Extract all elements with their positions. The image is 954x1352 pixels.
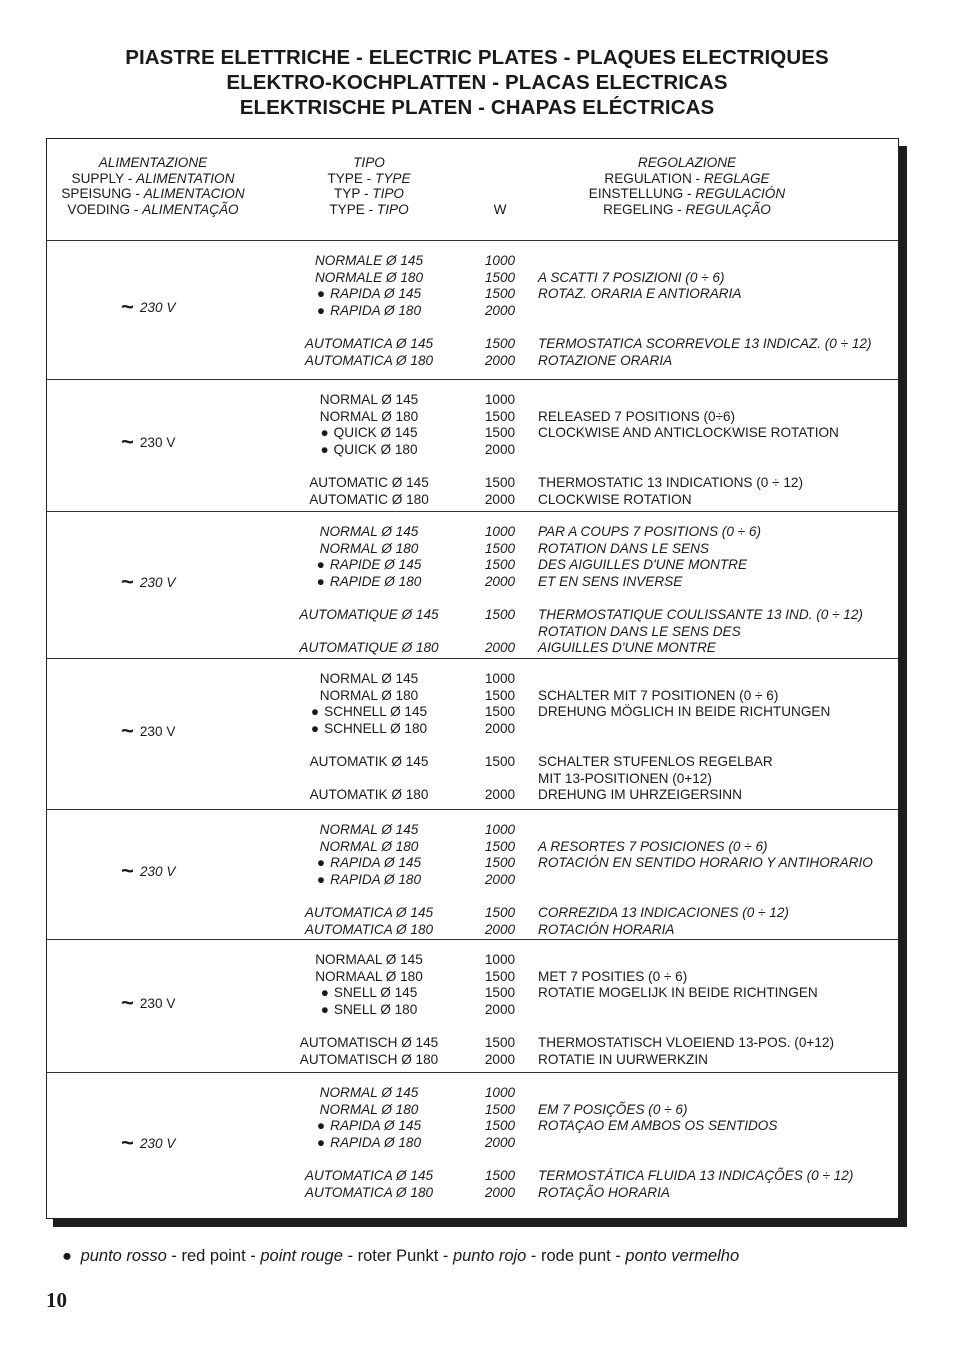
red-dot-icon: ● <box>316 573 325 589</box>
power-watts: 2000 <box>484 871 516 887</box>
plate-type <box>269 1035 469 1051</box>
power-watts: 1500 <box>484 269 516 285</box>
regulation-text: ET EN SENS INVERSE <box>538 573 683 589</box>
plate-type-label: AUTOMATIQUE Ø 145 <box>299 607 439 622</box>
regulation-text: ROTATIE MOGELIJK IN BEIDE RICHTINGEN <box>538 985 818 1001</box>
plate-type-label: AUTOMATIC Ø 145 <box>309 475 429 490</box>
plate-type-label: RAPIDA Ø 180 <box>330 302 422 318</box>
header-regulation-translation: REGULAÇÃO <box>685 201 771 217</box>
regulation-text: TERMOSTATICA SCORREVOLE 13 INDICAZ. (0 ÷ 12) <box>538 336 872 351</box>
plate-type-label: RAPIDA Ø 145 <box>330 286 422 302</box>
power-watts: 1000 <box>484 671 516 686</box>
legend-text <box>81 1247 740 1265</box>
supply-voltage-value: 230 V <box>139 435 176 450</box>
legend-part: punto rosso <box>80 1247 167 1265</box>
red-dot-icon: ● <box>310 720 320 736</box>
power-watts: 2000 <box>484 352 516 368</box>
supply-voltage <box>121 858 176 883</box>
power-watts: 1500 <box>484 1118 516 1134</box>
regulation-text: THERMOSTATIC 13 INDICATIONS (0 ÷ 12) <box>538 475 804 490</box>
plate-type <box>269 640 469 656</box>
supply-voltage-value: 230 V <box>139 574 176 590</box>
plate-type-label: SCHNELL Ø 180 <box>324 720 428 736</box>
plate-type <box>269 1102 469 1118</box>
ac-tilde-icon: ~ <box>121 568 134 594</box>
plate-type-label: QUICK Ø 145 <box>333 425 418 441</box>
header-type-label: TYPE - <box>327 170 376 186</box>
plate-type-label: NORMAL Ø 145 <box>319 822 419 837</box>
supply-voltage-value: 230 V <box>139 723 176 739</box>
regulation-text: ROTACIÓN HORARIA <box>538 921 675 937</box>
power-watts: 1500 <box>484 855 516 871</box>
section-de <box>47 659 898 810</box>
power-watts: 1500 <box>484 704 516 720</box>
plate-type <box>269 409 469 425</box>
power-watts: 1000 <box>484 253 516 268</box>
plate-type-label: NORMALE Ø 180 <box>314 269 424 285</box>
header-regulation-label: REGELING - <box>603 201 686 217</box>
plate-type-label: SNELL Ø 145 <box>333 985 418 1001</box>
plate-type <box>269 442 469 458</box>
header-supply-translation: ALIMENTAÇÃO <box>142 201 239 217</box>
power-watts: 2000 <box>484 302 516 318</box>
title-line-1: PIASTRE ELETTRICHE - ELECTRIC PLATES - PLAQUES ELECTRIQUES <box>125 46 829 69</box>
power-watts: 2000 <box>484 491 516 507</box>
plate-type <box>269 704 469 720</box>
header-type-line <box>269 202 469 218</box>
ac-tilde-icon: ~ <box>121 989 134 1015</box>
regulation-text: THERMOSTATIQUE COULISSANTE 13 IND. (0 ÷ 12) <box>538 607 863 622</box>
header-type-line <box>269 155 469 171</box>
plate-type <box>269 524 469 540</box>
plate-type-label: AUTOMATICA Ø 180 <box>304 1184 434 1200</box>
footer-legend <box>62 1247 739 1266</box>
supply-voltage <box>121 717 176 743</box>
ac-tilde-icon: ~ <box>121 293 134 319</box>
header-supply-translation: ALIMENTACION <box>143 186 245 202</box>
red-dot-icon: ● <box>310 704 320 720</box>
red-dot-icon: ● <box>320 441 329 457</box>
power-watts: 1500 <box>484 985 516 1001</box>
power-watts: 1500 <box>484 336 516 351</box>
power-watts: 2000 <box>484 1184 516 1200</box>
header-supply-line <box>47 202 259 218</box>
plate-type-label: AUTOMATIK Ø 180 <box>309 787 429 803</box>
power-watts: 1500 <box>484 475 516 490</box>
power-watts: 1500 <box>484 687 516 703</box>
title-line-3: ELEKTRISCHE PLATEN - CHAPAS ELÉCTRICAS <box>239 96 715 119</box>
ac-tilde-icon: ~ <box>121 1129 134 1155</box>
title-line-2: ELEKTRO-KOCHPLATTEN - PLACAS ELECTRICAS <box>226 71 728 94</box>
power-watts: 1500 <box>484 540 516 556</box>
header-type-label: TIPO <box>353 155 385 170</box>
power-watts: 2000 <box>484 787 516 803</box>
regulation-text: PAR A COUPS 7 POSITIONS (0 ÷ 6) <box>538 524 761 539</box>
header-supply-translation: ALIMENTATION <box>136 170 235 186</box>
power-watts: 1500 <box>484 838 516 854</box>
power-watts: 1500 <box>484 968 516 984</box>
plate-type-label: AUTOMATISCH Ø 145 <box>299 1035 439 1050</box>
specs-table <box>46 138 899 1219</box>
header-type-translation: TYPE <box>375 170 411 186</box>
regulation-text: SCHALTER STUFENLOS REGELBAR <box>538 754 773 769</box>
red-dot-icon: ● <box>316 286 326 302</box>
plate-type-label: RAPIDA Ø 180 <box>330 1134 422 1150</box>
regulation-text: EM 7 POSIÇÕES (0 ÷ 6) <box>538 1101 688 1117</box>
ac-tilde-icon: ~ <box>121 858 134 883</box>
header-regulation-translation: REGULACIÓN <box>695 186 786 202</box>
header-type-translation: TIPO <box>372 186 404 202</box>
power-watts: 1500 <box>484 408 516 424</box>
plate-type <box>269 1085 469 1101</box>
regulation-text: RELEASED 7 POSITIONS (0÷6) <box>538 408 736 424</box>
plate-type-label: RAPIDA Ø 145 <box>330 855 422 871</box>
header-regulation-line <box>527 155 847 171</box>
regulation-text: MIT 13-POSITIONEN (0+12) <box>538 770 712 786</box>
section-pt <box>47 1073 898 1220</box>
power-watts: 1000 <box>484 952 516 967</box>
power-watts: 2000 <box>484 573 516 589</box>
header-watts: W <box>493 201 507 217</box>
plate-type <box>269 303 469 319</box>
regulation-text: ROTAZIONE ORARIA <box>538 352 673 368</box>
regulation-text: ROTAZ. ORARIA E ANTIORARIA <box>538 286 742 302</box>
plate-type <box>269 1002 469 1018</box>
plate-type-label: RAPIDE Ø 180 <box>329 573 422 589</box>
power-watts: 2000 <box>484 1001 516 1017</box>
power-watts: 1500 <box>484 1168 516 1183</box>
plate-type <box>269 787 469 803</box>
ac-tilde-icon: ~ <box>121 717 134 743</box>
legend-part: ponto vermelho <box>625 1247 740 1265</box>
plate-type <box>269 922 469 938</box>
regulation-text: DES AIGUILLES D'UNE MONTRE <box>538 557 748 573</box>
plate-type-label: SCHNELL Ø 145 <box>324 704 428 720</box>
header-regulation-line <box>527 202 847 218</box>
plate-type-label: NORMAL Ø 145 <box>319 671 419 686</box>
plate-type <box>269 1118 469 1134</box>
red-dot-icon: ● <box>320 425 329 441</box>
supply-voltage-value: 230 V <box>139 995 176 1011</box>
regulation-text: ROTATIE IN UURWERKZIN <box>538 1051 708 1067</box>
plate-type <box>269 492 469 508</box>
plate-type <box>269 985 469 1001</box>
power-watts: 2000 <box>484 720 516 736</box>
plate-type-label: AUTOMATICA Ø 145 <box>304 336 434 351</box>
red-dot-icon: ● <box>316 1118 326 1134</box>
header-type-line <box>269 186 469 202</box>
header-regulation-label: EINSTELLUNG - <box>588 186 696 202</box>
plate-type-label: AUTOMATISCH Ø 180 <box>299 1051 439 1067</box>
plate-type-label: NORMALE Ø 145 <box>314 253 424 268</box>
plate-type-label: AUTOMATICA Ø 145 <box>304 1168 434 1183</box>
red-dot-icon: ● <box>320 1001 329 1017</box>
supply-voltage-value: 230 V <box>139 1135 176 1151</box>
regulation-text: ROTATION DANS LE SENS DES <box>538 623 741 639</box>
plate-type <box>269 721 469 737</box>
header-type-label: TYP - <box>333 186 373 202</box>
supply-voltage <box>121 568 176 594</box>
ac-tilde-icon: ~ <box>121 429 134 454</box>
plate-type <box>269 607 469 623</box>
plate-type-label: NORMAL Ø 180 <box>319 838 419 854</box>
legend-part: - red point - <box>166 1247 261 1265</box>
plate-type-label: AUTOMATIC Ø 180 <box>309 491 429 507</box>
regulation-text: SCHALTER MIT 7 POSITIONEN (0 ÷ 6) <box>538 687 779 703</box>
plate-type <box>269 286 469 302</box>
red-dot-icon: ● <box>316 855 326 871</box>
table-header <box>47 139 898 241</box>
plate-type-label: AUTOMATICA Ø 180 <box>304 921 434 937</box>
regulation-text: ROTAÇÃO HORARIA <box>538 1184 670 1200</box>
supply-voltage <box>121 989 176 1015</box>
header-regulation-label: REGULATION - <box>604 170 704 186</box>
plate-type <box>269 754 469 770</box>
red-dot-icon: ● <box>316 1134 326 1150</box>
plate-type <box>269 336 469 352</box>
plate-type <box>269 270 469 286</box>
supply-voltage <box>121 429 176 454</box>
regulation-text: ROTACIÓN EN SENTIDO HORARIO Y ANTIHORARIO <box>538 855 873 871</box>
power-watts: 1500 <box>484 1101 516 1117</box>
supply-voltage-value: 230 V <box>139 299 176 315</box>
plate-type <box>269 574 469 590</box>
header-supply-label: SUPPLY - <box>71 170 137 186</box>
regulation-text: DREHUNG MÖGLICH IN BEIDE RICHTUNGEN <box>538 704 831 720</box>
header-regulation-line <box>527 186 847 202</box>
plate-type <box>269 1135 469 1151</box>
plate-type <box>269 425 469 441</box>
regulation-text: CLOCKWISE AND ANTICLOCKWISE ROTATION <box>538 425 839 441</box>
legend-part: point rouge <box>260 1247 343 1265</box>
section-es <box>47 810 898 940</box>
regulation-text: CLOCKWISE ROTATION <box>538 491 692 507</box>
power-watts: 1500 <box>484 557 516 573</box>
plate-type-label: AUTOMATICA Ø 145 <box>304 905 434 920</box>
section-en <box>47 380 898 512</box>
header-type-line <box>269 171 469 187</box>
power-watts: 2000 <box>484 1134 516 1150</box>
plate-type <box>269 969 469 985</box>
section-it <box>47 241 898 380</box>
page-title <box>0 45 954 120</box>
regulation-text: AIGUILLES D'UNE MONTRE <box>538 640 716 656</box>
plate-type-label: NORMAL Ø 180 <box>319 687 419 703</box>
red-dot-icon: ● <box>62 1247 72 1265</box>
power-watts: 1000 <box>484 822 516 837</box>
plate-type <box>269 1052 469 1068</box>
regulation-text: MET 7 POSITIES (0 ÷ 6) <box>538 968 688 984</box>
plate-type-label: NORMAL Ø 180 <box>319 408 419 424</box>
plate-type-label: RAPIDA Ø 180 <box>330 871 422 887</box>
plate-type <box>269 353 469 369</box>
plate-type-label: NORMAL Ø 145 <box>319 392 419 407</box>
power-watts: 1000 <box>484 392 516 407</box>
plate-type-label: NORMAL Ø 180 <box>319 1101 419 1117</box>
plate-type <box>269 253 469 269</box>
regulation-text: A RESORTES 7 POSICIONES (0 ÷ 6) <box>538 838 768 854</box>
header-supply-label: VOEDING - <box>67 201 143 217</box>
regulation-text: ROTAÇAO EM AMBOS OS SENTIDOS <box>538 1118 778 1134</box>
header-supply-line <box>47 155 259 171</box>
plate-type <box>269 1168 469 1184</box>
header-regulation-translation: REGLAGE <box>703 170 770 186</box>
page-number: 10 <box>46 1288 67 1312</box>
power-watts: 1000 <box>484 524 516 539</box>
plate-type <box>269 392 469 408</box>
supply-voltage <box>121 1129 176 1155</box>
plate-type <box>269 905 469 921</box>
header-supply-line <box>47 171 259 187</box>
plate-type-label: NORMAL Ø 145 <box>319 524 419 539</box>
regulation-text: THERMOSTATISCH VLOEIEND 13-POS. (0+12) <box>538 1035 834 1050</box>
header-regulation-line <box>527 171 847 187</box>
supply-voltage <box>121 293 176 319</box>
red-dot-icon: ● <box>320 985 329 1001</box>
power-watts: 1500 <box>484 754 516 769</box>
power-watts: 2000 <box>484 640 516 656</box>
plate-type-label: NORMAAL Ø 180 <box>315 968 423 984</box>
header-type-label: TYPE - <box>329 201 377 217</box>
plate-type <box>269 822 469 838</box>
header-supply-line <box>47 186 259 202</box>
power-watts: 1000 <box>484 1085 516 1100</box>
header-regulation-label: REGOLAZIONE <box>637 155 737 170</box>
plate-type-label: AUTOMATIK Ø 145 <box>309 754 429 769</box>
plate-type <box>269 557 469 573</box>
red-dot-icon: ● <box>316 557 325 573</box>
legend-part: - roter Punkt - <box>342 1247 453 1265</box>
plate-type <box>269 952 469 968</box>
plate-type <box>269 688 469 704</box>
header-type-translation: TIPO <box>376 201 409 217</box>
plate-type-label: NORMAL Ø 180 <box>319 540 419 556</box>
plate-type-label: NORMAAL Ø 145 <box>315 952 423 967</box>
regulation-text: DREHUNG IM UHRZEIGERSINN <box>538 787 742 803</box>
plate-type-label: SNELL Ø 180 <box>333 1001 418 1017</box>
plate-type <box>269 1185 469 1201</box>
plate-type <box>269 475 469 491</box>
regulation-text: CORREZIDA 13 INDICACIONES (0 ÷ 12) <box>538 905 789 920</box>
power-watts: 1500 <box>484 607 516 622</box>
plate-type <box>269 872 469 888</box>
power-watts: 1500 <box>484 425 516 441</box>
plate-type <box>269 855 469 871</box>
plate-type-label: RAPIDE Ø 145 <box>329 557 422 573</box>
legend-part: - rode punt - <box>526 1247 626 1265</box>
section-nl <box>47 940 898 1073</box>
regulation-text: A SCATTI 7 POSIZIONI (0 ÷ 6) <box>538 269 725 285</box>
legend-part: punto rojo <box>452 1247 527 1265</box>
red-dot-icon: ● <box>316 871 326 887</box>
plate-type <box>269 839 469 855</box>
header-supply-label: SPEISUNG - <box>61 186 144 202</box>
power-watts: 1500 <box>484 286 516 302</box>
plate-type-label: AUTOMATIQUE Ø 180 <box>299 640 439 656</box>
power-watts: 1500 <box>484 1035 516 1050</box>
plate-type <box>269 671 469 687</box>
power-watts: 2000 <box>484 441 516 457</box>
regulation-text: ROTATION DANS LE SENS <box>538 540 709 556</box>
regulation-text: TERMOSTÁTICA FLUIDA 13 INDICAÇÕES (0 ÷ 12) <box>538 1168 854 1183</box>
plate-type <box>269 541 469 557</box>
plate-type-label: RAPIDA Ø 145 <box>330 1118 422 1134</box>
plate-type-label: QUICK Ø 180 <box>333 441 418 457</box>
plate-type-label: AUTOMATICA Ø 180 <box>304 352 434 368</box>
power-watts: 1500 <box>484 905 516 920</box>
plate-type-label: NORMAL Ø 145 <box>319 1085 419 1100</box>
supply-voltage-value: 230 V <box>139 864 176 879</box>
header-supply-label: ALIMENTAZIONE <box>98 155 208 170</box>
power-watts: 2000 <box>484 921 516 937</box>
red-dot-icon: ● <box>316 302 326 318</box>
section-fr <box>47 512 898 659</box>
power-watts: 2000 <box>484 1051 516 1067</box>
